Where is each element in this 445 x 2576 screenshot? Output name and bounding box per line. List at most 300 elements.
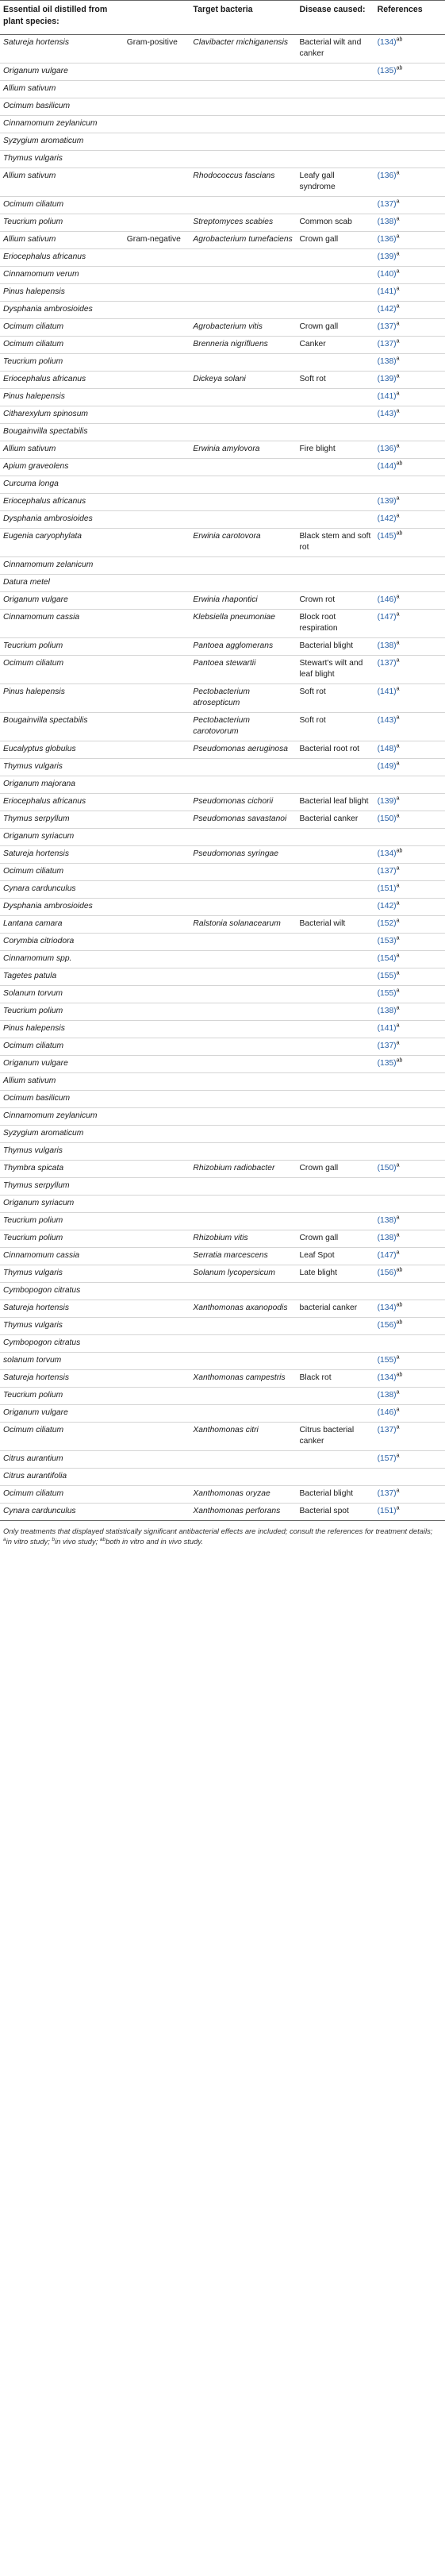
- cell-plant: Allium sativum: [0, 168, 124, 197]
- cell-bacteria: Dickeya solani: [190, 372, 296, 389]
- cell-bacteria: [190, 1091, 296, 1108]
- cell-reference: [374, 133, 445, 151]
- reference-link[interactable]: (150): [377, 814, 397, 823]
- reference-link[interactable]: (157): [377, 1454, 397, 1463]
- reference-link[interactable]: (142): [377, 902, 397, 911]
- table-row: [0, 811, 445, 829]
- reference-study-type: a: [396, 743, 400, 749]
- cell-bacteria: Pseudomonas syringae: [190, 846, 296, 864]
- reference-link[interactable]: (140): [377, 270, 397, 279]
- cell-disease: [297, 511, 374, 529]
- cell-disease: Crown gall: [297, 1161, 374, 1178]
- reference-link[interactable]: (149): [377, 762, 397, 771]
- cell-disease: Leafy gall syndrome: [297, 168, 374, 197]
- reference-study-type: a: [396, 1232, 400, 1238]
- cell-plant: Dysphania ambrosioides: [0, 899, 124, 916]
- cell-plant: Ocimum basilicum: [0, 1091, 124, 1108]
- cell-gram: [124, 575, 190, 592]
- cell-plant: Ocimum ciliatum: [0, 864, 124, 881]
- reference-link[interactable]: (141): [377, 287, 397, 296]
- cell-bacteria: Xanthomonas perforans: [190, 1504, 296, 1521]
- cell-gram: [124, 1388, 190, 1405]
- cell-bacteria: [190, 1213, 296, 1230]
- reference-study-type: a: [396, 918, 400, 924]
- cell-plant: Teucrium polium: [0, 1230, 124, 1248]
- table-row: [0, 1451, 445, 1469]
- cell-reference: [374, 1265, 445, 1283]
- cell-reference: [374, 197, 445, 214]
- cell-plant: Cynara cardunculus: [0, 1504, 124, 1521]
- reference-link[interactable]: (138): [377, 218, 397, 226]
- cell-disease: [297, 759, 374, 776]
- cell-disease: [297, 249, 374, 267]
- cell-reference: [374, 610, 445, 638]
- cell-plant: Syzygium aromaticum: [0, 133, 124, 151]
- table-row: [0, 934, 445, 951]
- cell-plant: Citharexylum spinosum: [0, 406, 124, 424]
- cell-gram: [124, 986, 190, 1003]
- cell-plant: Cynara cardunculus: [0, 881, 124, 899]
- reference-link[interactable]: (138): [377, 1234, 397, 1242]
- cell-bacteria: [190, 951, 296, 968]
- table-row: [0, 968, 445, 986]
- footnote-text-4: both in vitro and in vivo study.: [105, 1537, 203, 1546]
- cell-disease: [297, 98, 374, 116]
- cell-reference: [374, 575, 445, 592]
- cell-disease: [297, 1056, 374, 1073]
- cell-bacteria: [190, 302, 296, 319]
- cell-disease: [297, 1091, 374, 1108]
- cell-plant: Teucrium polium: [0, 1388, 124, 1405]
- cell-gram: [124, 713, 190, 741]
- reference-link[interactable]: (139): [377, 497, 397, 506]
- cell-gram: [124, 1143, 190, 1161]
- cell-reference: [374, 794, 445, 811]
- cell-disease: Bacterial wilt: [297, 916, 374, 934]
- reference-link[interactable]: (138): [377, 1391, 397, 1400]
- cell-bacteria: Erwinia amylovora: [190, 441, 296, 459]
- cell-gram: Gram-positive: [124, 35, 190, 64]
- reference-study-type: a: [396, 1505, 400, 1511]
- cell-bacteria: Klebsiella pneumoniae: [190, 610, 296, 638]
- cell-gram: [124, 1161, 190, 1178]
- cell-disease: [297, 1405, 374, 1423]
- cell-plant: Pinus halepensis: [0, 1021, 124, 1038]
- cell-plant: Ocimum ciliatum: [0, 1038, 124, 1056]
- cell-plant: Cinnamomum verum: [0, 267, 124, 284]
- cell-gram: [124, 829, 190, 846]
- cell-reference: [374, 1003, 445, 1021]
- reference-study-type: a: [396, 935, 400, 941]
- reference-link[interactable]: (137): [377, 340, 397, 348]
- reference-link[interactable]: (137): [377, 1489, 397, 1498]
- reference-study-type: a: [396, 233, 400, 240]
- cell-gram: [124, 1073, 190, 1091]
- table-row: [0, 389, 445, 406]
- reference-link[interactable]: (137): [377, 200, 397, 209]
- reference-study-type: a: [396, 1215, 400, 1221]
- reference-link[interactable]: (137): [377, 322, 397, 331]
- cell-gram: [124, 1196, 190, 1213]
- cell-bacteria: [190, 1056, 296, 1073]
- cell-bacteria: [190, 899, 296, 916]
- reference-link[interactable]: (144): [377, 462, 397, 471]
- reference-study-type: a: [396, 1249, 400, 1256]
- reference-study-type: a: [396, 1162, 400, 1169]
- cell-plant: Dysphania ambrosioides: [0, 302, 124, 319]
- header-gram: [124, 1, 190, 35]
- table-row: [0, 713, 445, 741]
- cell-disease: [297, 1126, 374, 1143]
- reference-link[interactable]: (141): [377, 392, 397, 401]
- reference-link[interactable]: (151): [377, 1507, 397, 1515]
- reference-link[interactable]: (150): [377, 1164, 397, 1172]
- cell-reference: [374, 1370, 445, 1388]
- table-row: [0, 1196, 445, 1213]
- cell-plant: Allium sativum: [0, 81, 124, 98]
- cell-reference: [374, 389, 445, 406]
- reference-link[interactable]: (142): [377, 514, 397, 523]
- cell-bacteria: [190, 511, 296, 529]
- table-row: [0, 337, 445, 354]
- cell-reference: [374, 1230, 445, 1248]
- reference-link[interactable]: (155): [377, 972, 397, 980]
- cell-disease: [297, 424, 374, 441]
- table-row: [0, 1126, 445, 1143]
- cell-gram: [124, 968, 190, 986]
- reference-link[interactable]: (151): [377, 884, 397, 893]
- cell-plant: Ocimum ciliatum: [0, 1486, 124, 1504]
- cell-plant: Ocimum basilicum: [0, 98, 124, 116]
- cell-gram: [124, 1021, 190, 1038]
- cell-disease: [297, 776, 374, 794]
- cell-reference: [374, 337, 445, 354]
- cell-reference: [374, 1504, 445, 1521]
- table-row: [0, 1143, 445, 1161]
- reference-study-type: a: [396, 198, 400, 205]
- reference-study-type: a: [396, 373, 400, 379]
- cell-disease: [297, 575, 374, 592]
- cell-bacteria: Brenneria nigrifluens: [190, 337, 296, 354]
- reference-study-type: a: [396, 391, 400, 397]
- table-row: [0, 1178, 445, 1196]
- table-row: [0, 529, 445, 557]
- cell-disease: [297, 934, 374, 951]
- cell-bacteria: [190, 864, 296, 881]
- reference-link[interactable]: (145): [377, 532, 397, 541]
- cell-gram: [124, 916, 190, 934]
- reference-link[interactable]: (143): [377, 410, 397, 418]
- reference-link[interactable]: (142): [377, 305, 397, 314]
- cell-bacteria: Agrobacterium tumefaciens: [190, 232, 296, 249]
- reference-link[interactable]: (141): [377, 687, 397, 696]
- footnote-sup-b: b: [52, 1536, 56, 1542]
- table-row: [0, 829, 445, 846]
- reference-link[interactable]: (137): [377, 867, 397, 876]
- cell-plant: Allium sativum: [0, 1073, 124, 1091]
- cell-gram: [124, 794, 190, 811]
- cell-bacteria: [190, 1318, 296, 1335]
- cell-bacteria: [190, 494, 296, 511]
- cell-gram: [124, 1230, 190, 1248]
- cell-gram: [124, 133, 190, 151]
- cell-disease: [297, 406, 374, 424]
- reference-link[interactable]: (148): [377, 745, 397, 753]
- table-row: [0, 1405, 445, 1423]
- cell-reference: [374, 1108, 445, 1126]
- table-row: [0, 232, 445, 249]
- cell-plant: Cinnamomum zeylanicum: [0, 116, 124, 133]
- table-row: [0, 881, 445, 899]
- cell-gram: [124, 389, 190, 406]
- cell-plant: Origanum syriacum: [0, 1196, 124, 1213]
- reference-link[interactable]: (137): [377, 1426, 397, 1434]
- cell-gram: [124, 249, 190, 267]
- cell-bacteria: [190, 881, 296, 899]
- table-row: [0, 1003, 445, 1021]
- reference-link[interactable]: (138): [377, 1216, 397, 1225]
- cell-bacteria: [190, 1196, 296, 1213]
- reference-study-type: a: [396, 1407, 400, 1413]
- cell-gram: [124, 151, 190, 168]
- cell-bacteria: [190, 424, 296, 441]
- cell-gram: [124, 98, 190, 116]
- reference-link[interactable]: (135): [377, 67, 397, 75]
- cell-disease: Canker: [297, 337, 374, 354]
- reference-link[interactable]: (155): [377, 1356, 397, 1365]
- reference-study-type: a: [396, 1389, 400, 1396]
- cell-bacteria: Clavibacter michiganensis: [190, 35, 296, 64]
- reference-study-type: a: [396, 714, 400, 721]
- cell-plant: Teucrium polium: [0, 354, 124, 372]
- cell-bacteria: [190, 1003, 296, 1021]
- cell-plant: Ocimum ciliatum: [0, 197, 124, 214]
- cell-gram: [124, 319, 190, 337]
- cell-disease: [297, 1451, 374, 1469]
- cell-disease: [297, 64, 374, 81]
- cell-bacteria: [190, 1405, 296, 1423]
- cell-gram: [124, 1318, 190, 1335]
- reference-study-type: a: [396, 813, 400, 819]
- cell-gram: [124, 1283, 190, 1300]
- cell-bacteria: [190, 389, 296, 406]
- reference-link[interactable]: (136): [377, 235, 397, 244]
- reference-study-type: a: [396, 1005, 400, 1011]
- reference-study-type: a: [396, 686, 400, 692]
- reference-study-type: a: [396, 883, 400, 889]
- reference-link[interactable]: (137): [377, 1042, 397, 1050]
- cell-gram: [124, 337, 190, 354]
- reference-link[interactable]: (146): [377, 1408, 397, 1417]
- reference-link[interactable]: (138): [377, 357, 397, 366]
- cell-reference: [374, 1213, 445, 1230]
- reference-link[interactable]: (135): [377, 1059, 397, 1068]
- header-bacteria: Target bacteria: [190, 1, 296, 35]
- reference-study-type: a: [396, 970, 400, 976]
- table-row: [0, 1056, 445, 1073]
- cell-plant: Satureja hortensis: [0, 1300, 124, 1318]
- cell-bacteria: [190, 575, 296, 592]
- cell-bacteria: [190, 1451, 296, 1469]
- cell-reference: [374, 846, 445, 864]
- cell-plant: Dysphania ambrosioides: [0, 511, 124, 529]
- cell-disease: Crown gall: [297, 1230, 374, 1248]
- table-row: [0, 284, 445, 302]
- cell-reference: [374, 511, 445, 529]
- reference-link[interactable]: (155): [377, 989, 397, 998]
- reference-link[interactable]: (139): [377, 252, 397, 261]
- reference-link[interactable]: (136): [377, 445, 397, 453]
- table-row: [0, 214, 445, 232]
- cell-reference: [374, 494, 445, 511]
- reference-link[interactable]: (156): [377, 1269, 397, 1277]
- reference-link[interactable]: (141): [377, 1024, 397, 1033]
- table-row: [0, 1283, 445, 1300]
- cell-gram: [124, 529, 190, 557]
- cell-reference: [374, 64, 445, 81]
- cell-bacteria: Erwinia rhapontici: [190, 592, 296, 610]
- cell-plant: Thymbra spicata: [0, 1161, 124, 1178]
- cell-disease: Common scab: [297, 214, 374, 232]
- reference-link[interactable]: (139): [377, 797, 397, 806]
- table-row: [0, 899, 445, 916]
- cell-gram: [124, 846, 190, 864]
- cell-plant: Teucrium polium: [0, 1213, 124, 1230]
- table-row: [0, 424, 445, 441]
- cell-plant: Cinnamomum spp.: [0, 951, 124, 968]
- cell-reference: [374, 1405, 445, 1423]
- cell-plant: Origanum syriacum: [0, 829, 124, 846]
- table-row: [0, 684, 445, 713]
- table-row: [0, 776, 445, 794]
- table-row: [0, 151, 445, 168]
- cell-bacteria: [190, 1038, 296, 1056]
- cell-disease: Bacterial leaf blight: [297, 794, 374, 811]
- cell-disease: [297, 267, 374, 284]
- reference-study-type: ab: [396, 1319, 403, 1326]
- cell-plant: Curcuma longa: [0, 476, 124, 494]
- cell-bacteria: [190, 1283, 296, 1300]
- cell-disease: [297, 1353, 374, 1370]
- reference-link[interactable]: (154): [377, 954, 397, 963]
- cell-reference: [374, 1091, 445, 1108]
- cell-gram: [124, 1504, 190, 1521]
- cell-bacteria: [190, 1335, 296, 1353]
- cell-disease: Soft rot: [297, 684, 374, 713]
- reference-study-type: a: [396, 953, 400, 959]
- cell-plant: Cinnamomum cassia: [0, 1248, 124, 1265]
- reference-link[interactable]: (147): [377, 613, 397, 622]
- cell-reference: [374, 741, 445, 759]
- reference-link[interactable]: (138): [377, 641, 397, 650]
- cell-disease: Leaf Spot: [297, 1248, 374, 1265]
- reference-study-type: ab: [396, 460, 403, 467]
- cell-reference: [374, 214, 445, 232]
- cell-bacteria: Agrobacterium vitis: [190, 319, 296, 337]
- cell-gram: [124, 372, 190, 389]
- reference-link[interactable]: (134): [377, 1373, 397, 1382]
- cell-reference: [374, 1353, 445, 1370]
- reference-link[interactable]: (134): [377, 38, 397, 47]
- reference-link[interactable]: (143): [377, 716, 397, 725]
- reference-link[interactable]: (152): [377, 919, 397, 928]
- cell-reference: [374, 116, 445, 133]
- cell-disease: Bacterial blight: [297, 1486, 374, 1504]
- cell-gram: [124, 864, 190, 881]
- table-row: [0, 846, 445, 864]
- cell-plant: Teucrium polium: [0, 1003, 124, 1021]
- reference-link[interactable]: (153): [377, 937, 397, 945]
- cell-reference: [374, 1073, 445, 1091]
- cell-gram: [124, 741, 190, 759]
- table-row: [0, 35, 445, 64]
- cell-reference: [374, 284, 445, 302]
- reference-link[interactable]: (147): [377, 1251, 397, 1260]
- cell-disease: bacterial canker: [297, 1300, 374, 1318]
- reference-link[interactable]: (156): [377, 1321, 397, 1330]
- cell-plant: Satureja hortensis: [0, 846, 124, 864]
- reference-link[interactable]: (139): [377, 375, 397, 383]
- cell-bacteria: [190, 249, 296, 267]
- table-row: [0, 1021, 445, 1038]
- cell-plant: Thymus vulgaris: [0, 1143, 124, 1161]
- reference-link[interactable]: (134): [377, 849, 397, 858]
- cell-disease: Bacterial spot: [297, 1504, 374, 1521]
- cell-reference: [374, 899, 445, 916]
- cell-plant: Teucrium polium: [0, 214, 124, 232]
- cell-disease: Black stem and soft rot: [297, 529, 374, 557]
- cell-disease: Fire blight: [297, 441, 374, 459]
- cell-bacteria: [190, 476, 296, 494]
- reference-link[interactable]: (136): [377, 171, 397, 180]
- table-row: [0, 1423, 445, 1451]
- cell-reference: [374, 249, 445, 267]
- cell-plant: Apium graveolens: [0, 459, 124, 476]
- cell-gram: [124, 511, 190, 529]
- cell-reference: [374, 302, 445, 319]
- cell-reference: [374, 829, 445, 846]
- cell-plant: Datura metel: [0, 575, 124, 592]
- cell-gram: [124, 684, 190, 713]
- reference-link[interactable]: (138): [377, 1007, 397, 1015]
- cell-disease: [297, 829, 374, 846]
- cell-plant: Thymus vulgaris: [0, 1265, 124, 1283]
- cell-disease: [297, 284, 374, 302]
- reference-link[interactable]: (137): [377, 659, 397, 668]
- cell-reference: [374, 1283, 445, 1300]
- cell-reference: [374, 1388, 445, 1405]
- cell-disease: [297, 197, 374, 214]
- table-row: [0, 1318, 445, 1335]
- cell-plant: Allium sativum: [0, 441, 124, 459]
- cell-disease: [297, 864, 374, 881]
- cell-gram: [124, 592, 190, 610]
- reference-study-type: a: [396, 321, 400, 327]
- cell-bacteria: Xanthomonas citri: [190, 1423, 296, 1451]
- cell-gram: [124, 214, 190, 232]
- reference-study-type: ab: [396, 530, 403, 537]
- cell-bacteria: [190, 557, 296, 575]
- cell-disease: [297, 1283, 374, 1300]
- cell-gram: [124, 656, 190, 684]
- reference-link[interactable]: (146): [377, 595, 397, 604]
- cell-reference: [374, 1300, 445, 1318]
- cell-reference: [374, 592, 445, 610]
- cell-bacteria: [190, 1143, 296, 1161]
- reference-link[interactable]: (134): [377, 1303, 397, 1312]
- footnote-text-2: in vitro study;: [6, 1537, 52, 1546]
- cell-bacteria: Ralstonia solanacearum: [190, 916, 296, 934]
